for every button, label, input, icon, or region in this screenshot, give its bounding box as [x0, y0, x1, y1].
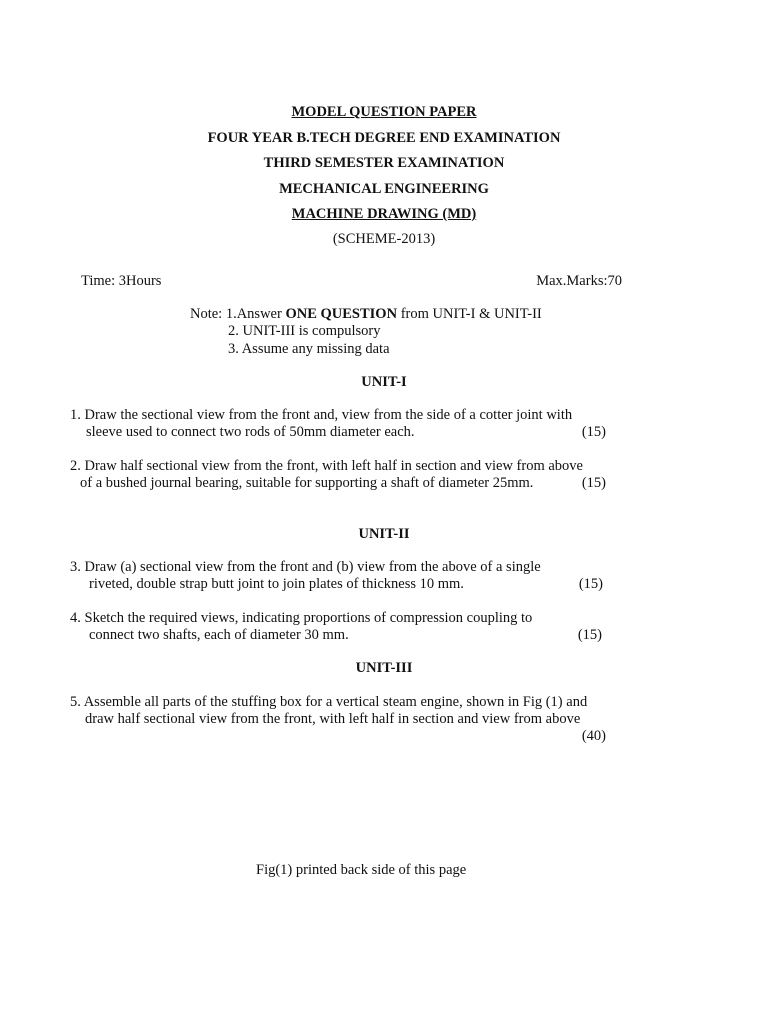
question-line: connect two shafts, each of diameter 30 mm. [89, 627, 349, 643]
branch-line: MECHANICAL ENGINEERING [279, 181, 489, 197]
note-suffix: from UNIT-I & UNIT-II [397, 306, 542, 322]
note-line-1 [190, 306, 542, 323]
question-marks: (40) [581, 728, 606, 744]
question-line: draw half sectional view from the front, with left half in section and view from above [85, 711, 581, 727]
question-line: 4. Sketch the required views, indicating proportions of compression coupling to [70, 610, 533, 626]
max-marks-label: Max.Marks:70 [536, 273, 622, 289]
question-line: riveted, double strap butt joint to join plates of thickness 10 mm. [89, 576, 464, 592]
unit-heading: UNIT-I [361, 374, 407, 390]
paper-title: MODEL QUESTION PAPER [291, 104, 477, 120]
note-line-3: 3. Assume any missing data [228, 341, 390, 357]
question-line: 3. Draw (a) sectional view from the front and (b) view from the above of a single [70, 559, 541, 575]
semester-line: THIRD SEMESTER EXAMINATION [263, 155, 505, 171]
subject-line: MACHINE DRAWING (MD) [291, 206, 477, 222]
note-line-2: 2. UNIT-III is compulsory [228, 323, 381, 339]
question-line: 1. Draw the sectional view from the front and, view from the side of a cotter joint with [70, 407, 573, 423]
scheme-line: (SCHEME-2013) [332, 231, 436, 247]
question-marks: (15) [581, 424, 606, 440]
question-line: sleeve used to connect two rods of 50mm diameter each. [86, 424, 415, 440]
question-line: 2. Draw half sectional view from the front, with left half in section and view from above [70, 458, 583, 474]
question-marks: (15) [578, 576, 603, 592]
note-bold: ONE QUESTION [285, 306, 398, 322]
time-label: Time: 3Hours [81, 273, 162, 289]
question-line: of a bushed journal bearing, suitable for supporting a shaft of diameter 25mm. [80, 475, 534, 491]
note-prefix: Note: 1.Answer [190, 306, 286, 322]
degree-line: FOUR YEAR B.TECH DEGREE END EXAMINATION [207, 130, 561, 146]
unit-heading: UNIT-II [358, 526, 410, 542]
figure-note: Fig(1) printed back side of this page [256, 862, 467, 878]
question-line: 5. Assemble all parts of the stuffing box for a vertical steam engine, shown in Fig (1) and [70, 694, 588, 710]
unit-heading: UNIT-III [355, 660, 413, 676]
question-marks: (15) [581, 475, 606, 491]
question-marks: (15) [577, 627, 602, 643]
